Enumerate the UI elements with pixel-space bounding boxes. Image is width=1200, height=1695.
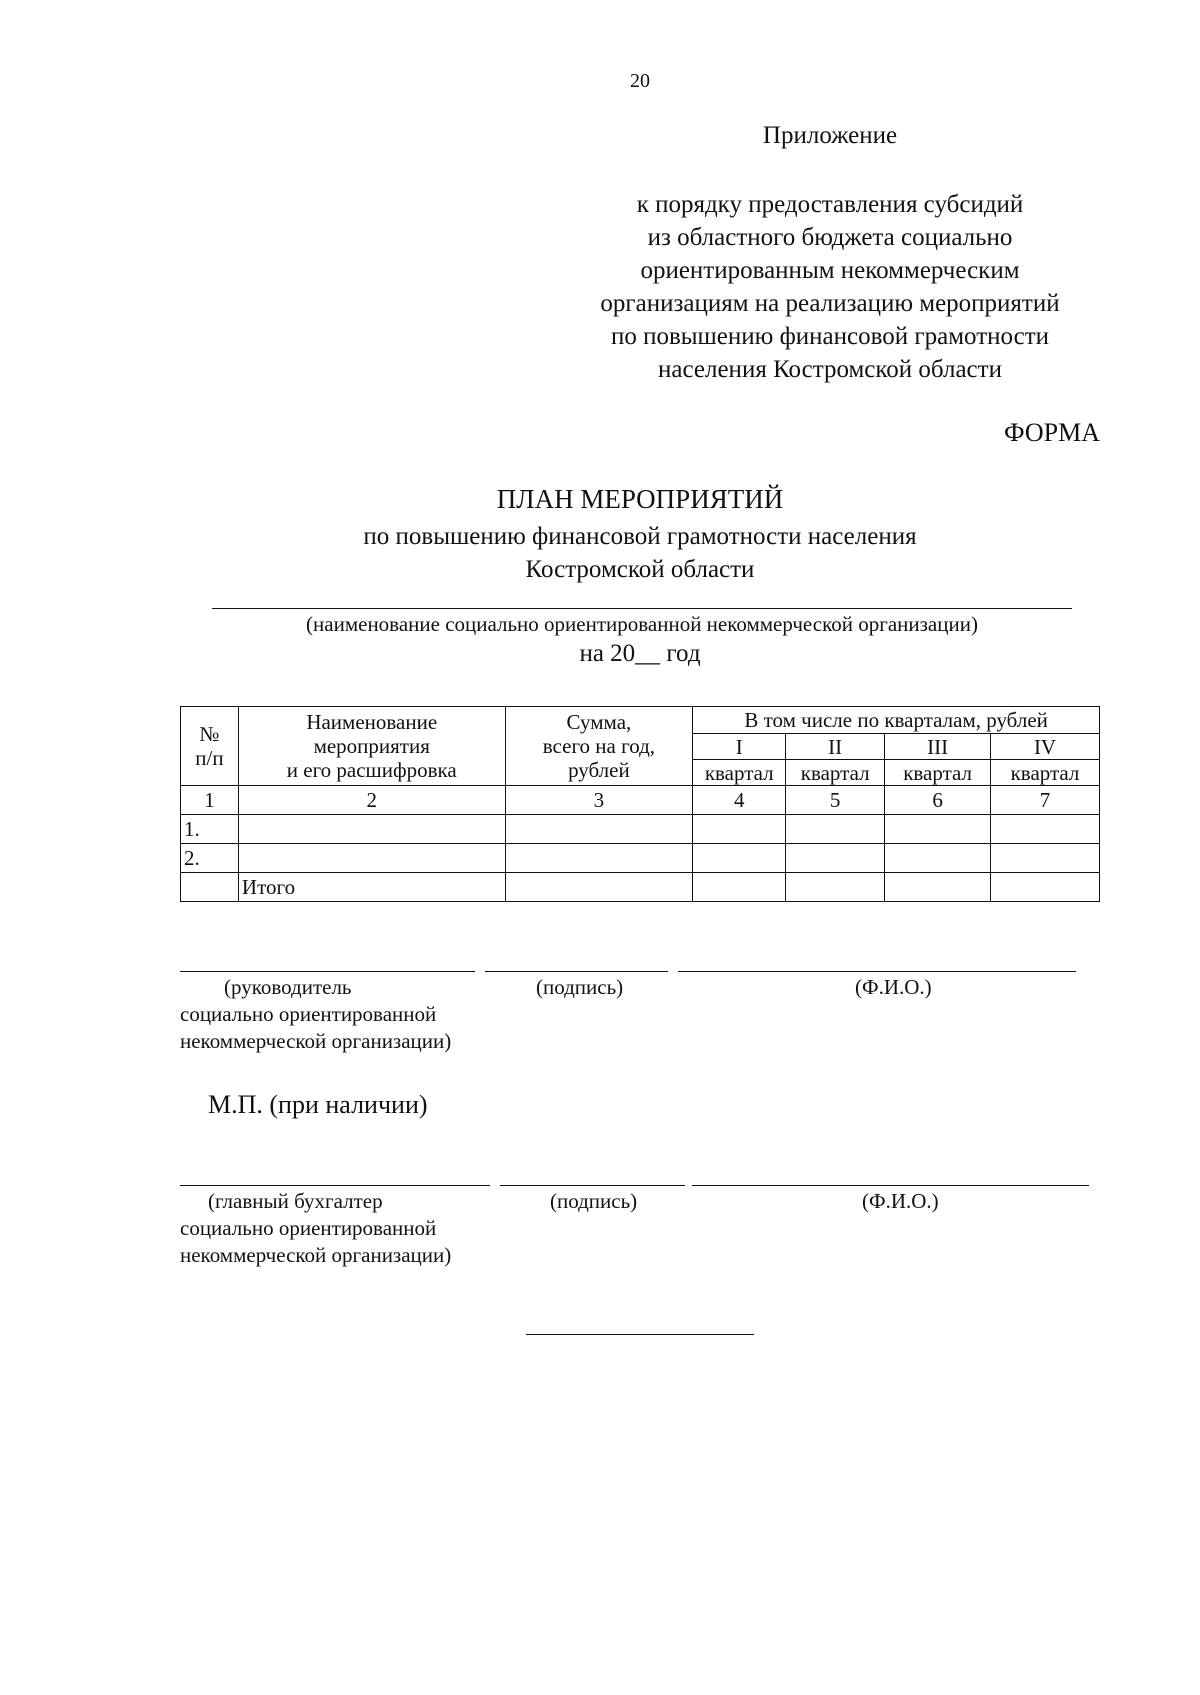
quarter-2-label: квартал <box>786 760 885 786</box>
plan-subtitle-line: по повышению финансовой грамотности населения <box>363 523 917 550</box>
quarter-4-label: квартал <box>991 760 1100 786</box>
plan-subtitle <box>0 520 1200 586</box>
numbering-cell: 1 <box>181 786 239 815</box>
quarter-4-roman: IV <box>991 734 1100 760</box>
table-row <box>181 815 1100 844</box>
head-role-line <box>180 971 475 972</box>
row-number: 2. <box>181 844 239 873</box>
quarter-1-roman: I <box>693 734 786 760</box>
quarter-3-roman: III <box>885 734 991 760</box>
quarter-2-roman: II <box>786 734 885 760</box>
table-header-row <box>181 707 1100 734</box>
org-name-line <box>212 608 1072 609</box>
table-total-row <box>181 873 1100 902</box>
appendix-line: к порядку предоставления субсидий <box>636 191 1024 218</box>
plan-subtitle-line: Костромской области <box>525 556 755 583</box>
plan-title: ПЛАН МЕРОПРИЯТИЙ <box>496 484 784 514</box>
appendix-line: ориентированным некоммерческим <box>640 257 1020 284</box>
form-label: ФОРМА <box>1004 418 1100 447</box>
accountant-name-line <box>692 1185 1089 1186</box>
page-number: 20 <box>630 70 650 92</box>
plan-table <box>180 706 1100 902</box>
table-row <box>181 844 1100 873</box>
numbering-cell: 2 <box>238 786 505 815</box>
header-number: № п/п <box>181 707 239 786</box>
appendix-text <box>560 188 1100 386</box>
appendix-line: населения Костромской области <box>658 356 1002 383</box>
numbering-cell: 7 <box>991 786 1100 815</box>
numbering-cell: 5 <box>786 786 885 815</box>
stamp-label: М.П. (при наличии) <box>208 1090 428 1119</box>
row-number: 1. <box>181 815 239 844</box>
org-name-caption: (наименование социально ориентированной некоммерческой организации) <box>306 612 978 636</box>
year-line: на 20__ год <box>579 640 701 667</box>
header-event-name: Наименование мероприятия и его расшифровка <box>238 707 505 786</box>
header-sum: Сумма, всего на год, рублей <box>505 707 693 786</box>
header-quarters: В том числе по кварталам, рублей <box>693 707 1100 734</box>
head-name-line <box>678 971 1076 972</box>
numbering-cell: 6 <box>885 786 991 815</box>
accountant-signature-line <box>500 1185 685 1186</box>
table-numbering-row <box>181 786 1100 815</box>
appendix-line: организациям на реализацию мероприятий <box>600 290 1060 317</box>
appendix-line: из областного бюджета социально <box>647 224 1013 251</box>
total-label: Итого <box>238 873 505 902</box>
head-signature-caption: (подпись) <box>536 975 624 999</box>
accountant-signature-caption: (подпись) <box>550 1189 638 1213</box>
accountant-name-caption: (Ф.И.О.) <box>862 1189 939 1213</box>
appendix-line: по повышению финансовой грамотности <box>610 323 1050 350</box>
quarter-3-label: квартал <box>885 760 991 786</box>
accountant-role-caption: (главный бухгалтер социально ориентированной некоммерческой организации) <box>180 1189 452 1267</box>
footer-divider <box>526 1334 754 1335</box>
head-name-caption: (Ф.И.О.) <box>855 975 932 999</box>
head-role-caption: (руководитель социально ориентированной некоммерческой организации) <box>180 975 452 1053</box>
accountant-role-line <box>180 1185 490 1186</box>
head-signature-line <box>485 971 668 972</box>
numbering-cell: 4 <box>693 786 786 815</box>
quarter-1-label: квартал <box>693 760 786 786</box>
appendix-title: Приложение <box>762 122 898 149</box>
numbering-cell: 3 <box>505 786 693 815</box>
